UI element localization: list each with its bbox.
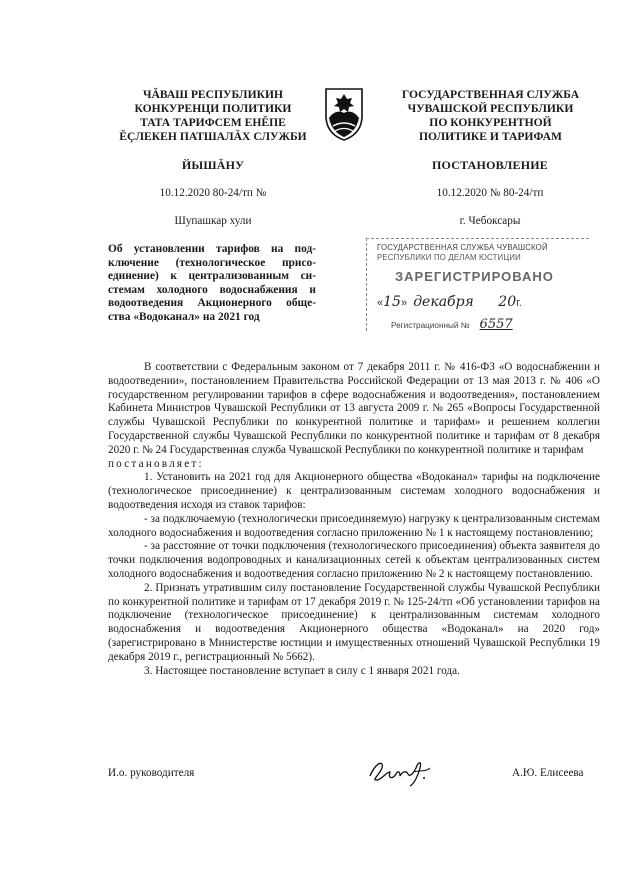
date-number-russian: 10.12.2020 № 80-24/тп — [436, 187, 544, 199]
chuvash-emblem-icon — [323, 86, 365, 142]
header-left-line: КОНКУРЕНЦИ ПОЛИТИКИ — [134, 102, 292, 115]
clause-1b: - за расстояние от точки подключения (технологического присоединения) объекта заявителя до точки подключения водопроводных и канализационных сетей к объектам централизованных систем холодного водоснабжения и водоотведения согласно приложению № 2 к настоящему постановлению. — [108, 540, 600, 580]
stamp-registration — [391, 317, 513, 332]
document-title — [108, 243, 316, 325]
title-line: ства «Водоканал» на 2021 год — [108, 310, 260, 323]
title-line: водоотведения Акционерного обще- — [108, 297, 316, 310]
decree-word: постановляет: — [108, 457, 204, 470]
header-right-russian — [378, 88, 603, 144]
title-line: единение) к централизованным си- — [108, 270, 316, 283]
title-line: ключение (технологическое присо- — [108, 256, 316, 269]
stamp-line: РЕСПУБЛИКИ ПО ДЕЛАМ ЮСТИЦИИ — [377, 253, 521, 262]
date-number-chuvash: 10.12.2020 80-24/тп № — [159, 187, 267, 199]
header-right-line: ЧУВАШСКОЙ РЕСПУБЛИКИ — [407, 102, 574, 115]
signer-position: И.о. руководителя — [108, 767, 195, 779]
registration-stamp — [366, 238, 589, 331]
clause-2: 2. Признать утратившим силу постановление Государственной службы Чувашской Республики по конкурентной политике и тарифам от 17 декабря 2019 г. № 125-24/тп «Об установлении тарифов на подключение (технологическое присоединение) к централизованным системам холодного водоснабжения и водоотведения Акционерного общества «Водоканал» на 2020 год» (зарегистрировано в Министерстве юстиции и имущественных отношений Чувашской Республики 19 декабря 2019 г., регистрационный № 5662). — [108, 581, 600, 663]
doc-type-russian: ПОСТАНОВЛЕНИЕ — [432, 158, 548, 172]
stamp-month: декабря — [413, 294, 474, 310]
stamp-year: 20 — [498, 294, 517, 310]
stamp-day: 15 — [383, 294, 401, 310]
preamble-paragraph: В соответствии с Федеральным законом от 7 декабря 2011 г. № 416-ФЗ «О водоснабжении и водоотведении», постановлением Правительства Российской Федерации от 13 мая 2013 г. № 406 «О государственном регулировании тарифов в сфере водоснабжения и водоотведения», постановлением Кабинета Министров Чувашской Республики от 13 августа 2009 г. № 265 «Вопросы Государственной службы Чувашской Республики по конкурентной политике и тарифам» и решением коллегии Государственной службы Чувашской Республики по конкурентной политике и тарифам от 8 декабря 2020 г. № 24 Государственная служба Чувашской Республики по конкурентной политике и тарифам — [108, 361, 600, 456]
city-chuvash: Шупашкар хули — [174, 215, 252, 227]
header-right-line: ГОСУДАРСТВЕННАЯ СЛУЖБА — [401, 88, 580, 101]
header-left-line: ТАТА ТАРИФСЕМ ЕНĔПЕ — [140, 116, 286, 129]
handwritten-signature-icon — [366, 754, 436, 788]
document-body — [108, 361, 600, 678]
header-right-line: ПОЛИТИКЕ И ТАРИФАМ — [419, 130, 562, 143]
stamp-registered: ЗАРЕГИСТРИРОВАНО — [395, 269, 554, 284]
city-russian: г. Чебоксары — [459, 215, 521, 227]
signer-name: А.Ю. Елисеева — [512, 767, 584, 779]
stamp-date: «15» декабря 20г. — [377, 294, 522, 310]
stamp-line: ГОСУДАРСТВЕННАЯ СЛУЖБА ЧУВАШСКОЙ — [377, 243, 548, 252]
header-left-chuvash — [108, 88, 318, 144]
header-left-line: ĔÇЛЕКЕН ПАТШАЛĂХ СЛУЖБИ — [119, 130, 307, 143]
doc-type-chuvash: ЙЫШĂНУ — [181, 158, 245, 172]
stamp-reg-label: Регистрационный № — [391, 321, 470, 330]
header-left-line: ЧĂВАШ РЕСПУБЛИКИН — [142, 88, 284, 101]
title-line: Об установлении тарифов на под- — [108, 243, 316, 255]
clause-1: 1. Установить на 2021 год для Акционерного общества «Водоканал» тарифы на подключение (технологическое присоединение) к централизованным системам холодного водоснабжения и водоотведения исходя из ставок тарифов: — [108, 471, 600, 511]
header-right-line: ПО КОНКУРЕНТНОЙ — [429, 116, 552, 129]
clause-3: 3. Настоящее постановление вступает в силу с 1 января 2021 года. — [144, 664, 460, 677]
stamp-reg-number: 6557 — [479, 317, 513, 332]
clause-1a: - за подключаемую (технологически присоединяемую) нагрузку к централизованным системам холодного водоснабжения и водоотведения согласно приложению № 1 к настоящему постановлению; — [108, 512, 600, 539]
stamp-year-unit: г. — [516, 297, 522, 309]
title-line: стемам холодного водоснабжения и — [108, 283, 316, 296]
